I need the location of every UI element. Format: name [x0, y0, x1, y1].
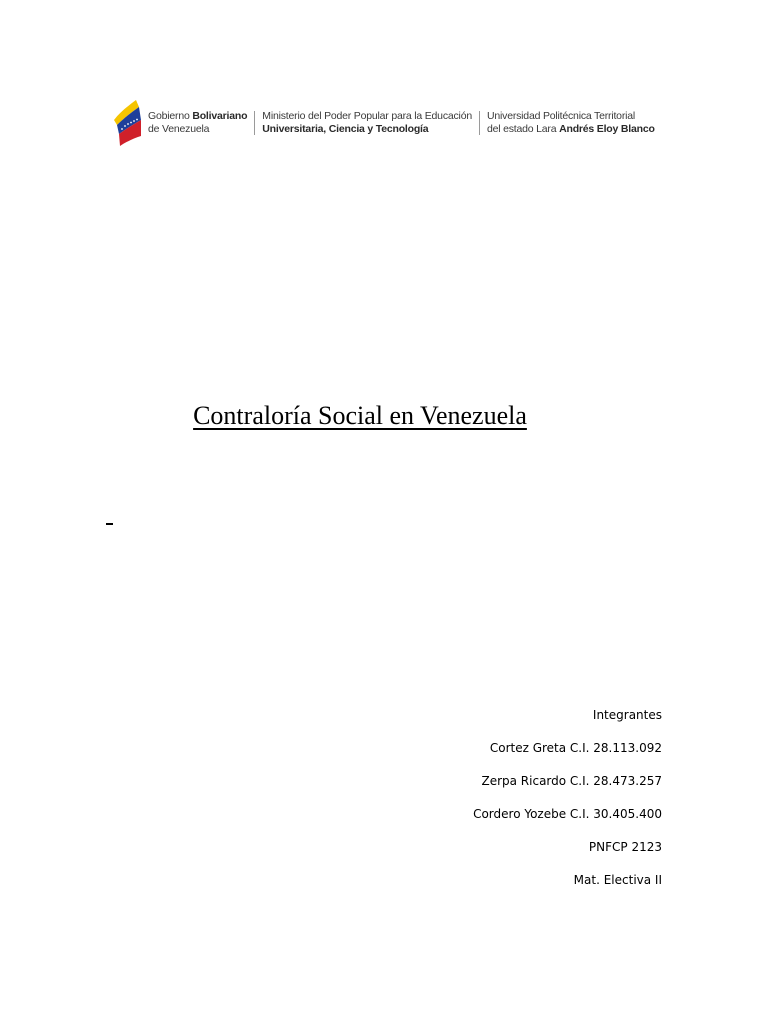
gobierno-line2: de Venezuela	[148, 123, 210, 135]
member-line: Cortez Greta C.I. 28.113.092	[489, 741, 662, 755]
letterhead-divider	[479, 111, 480, 135]
members-heading: Integrantes	[592, 708, 662, 722]
ministerio-line2: Universitaria, Ciencia y Tecnología	[262, 123, 429, 135]
universidad-text	[487, 110, 655, 136]
universidad-line1: Universidad Politécnica Territorial	[486, 110, 636, 122]
subject: Mat. Electiva II	[573, 873, 662, 887]
letterhead	[112, 98, 655, 148]
venezuela-flag-logo	[112, 98, 144, 148]
dash-mark	[106, 523, 113, 525]
universidad-line2-prefix: del estado Lara	[486, 123, 560, 135]
letterhead-divider	[254, 111, 255, 135]
course-code: PNFCP 2123	[588, 840, 662, 854]
member-line: Zerpa Ricardo C.I. 28.473.257	[481, 774, 662, 788]
document-title: Contraloría Social en Venezuela	[193, 401, 527, 430]
gobierno-bolivariano-text	[148, 110, 247, 136]
universidad-line2-bold: Andrés Eloy Blanco	[559, 123, 655, 135]
gobierno-line1-bold: Bolivariano	[192, 110, 248, 122]
members-block	[473, 706, 662, 904]
gobierno-line1-prefix: Gobierno	[148, 110, 193, 122]
member-line: Cordero Yozebe C.I. 30.405.400	[473, 807, 662, 821]
ministerio-text	[262, 110, 472, 136]
ministerio-line1: Ministerio del Poder Popular para la Educación	[262, 110, 472, 122]
